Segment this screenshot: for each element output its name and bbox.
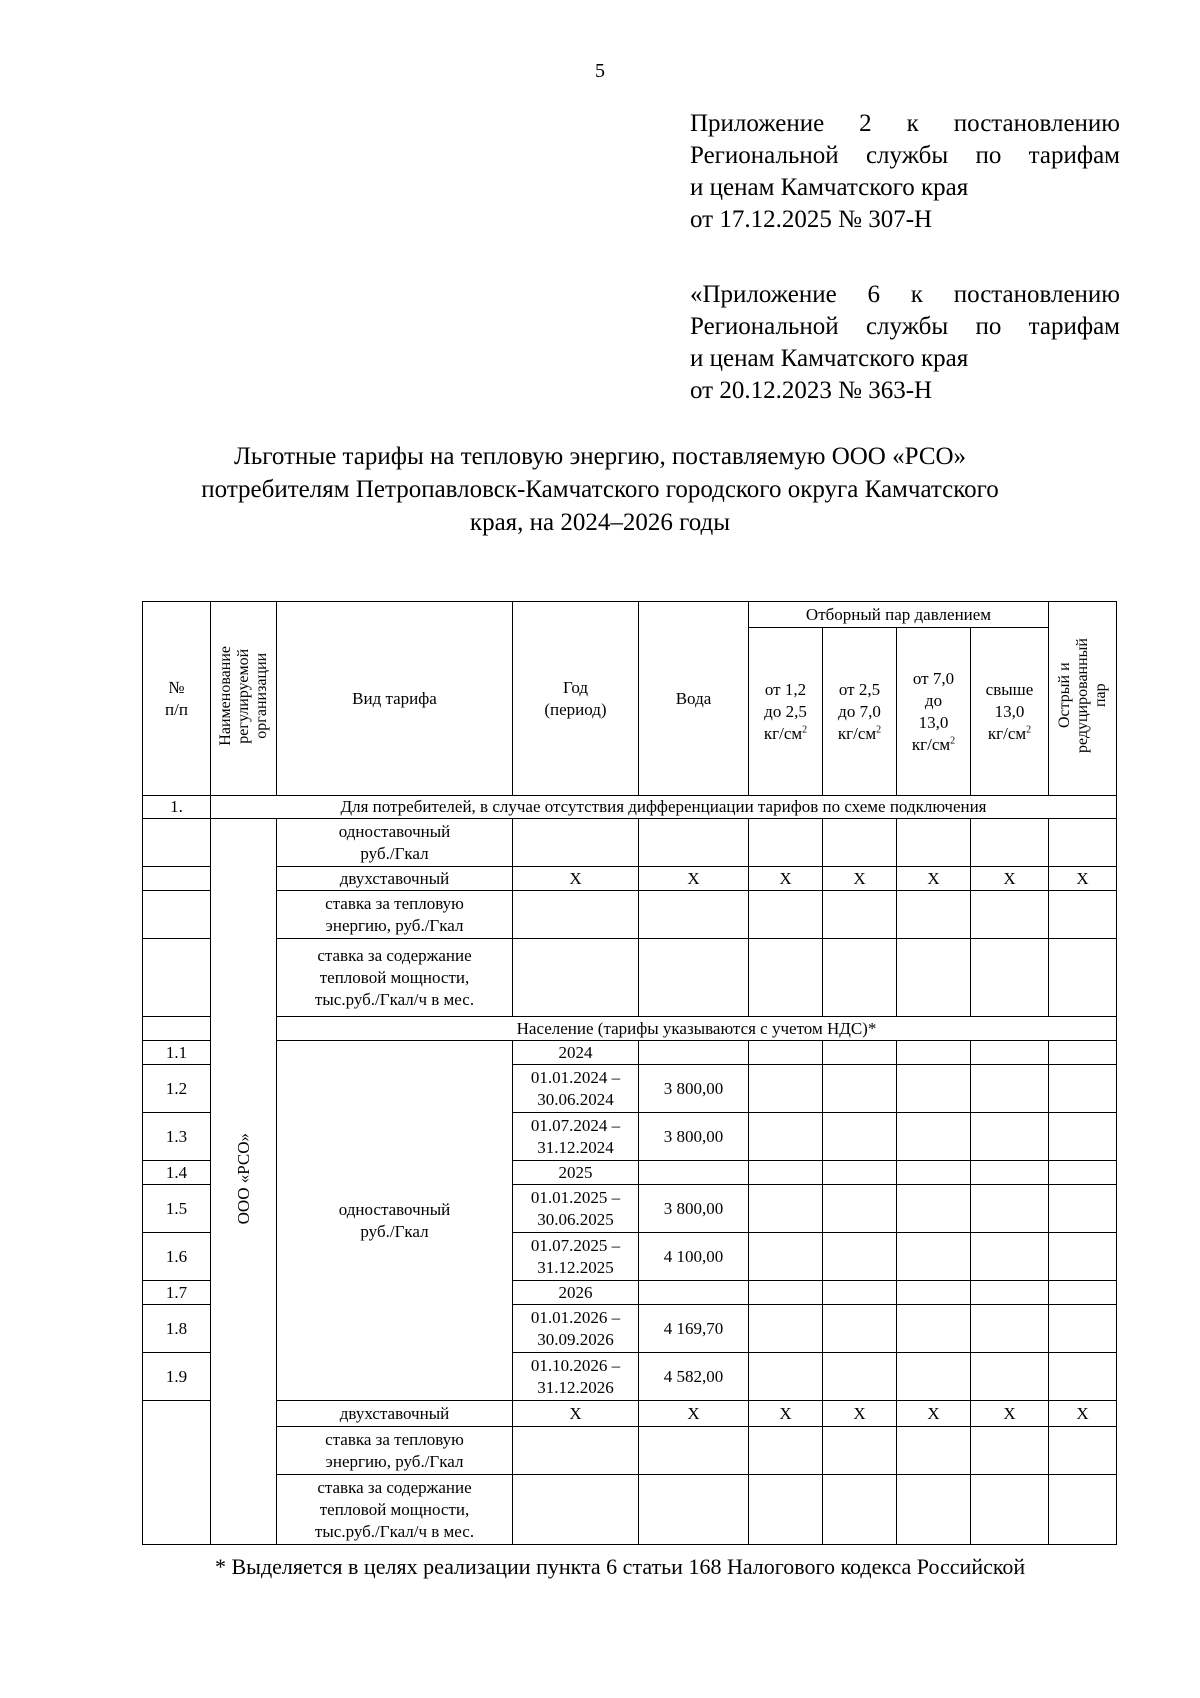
table-cell — [823, 1161, 897, 1185]
population-label: Население (тарифы указываются с учетом НДС)* — [277, 1017, 1117, 1041]
table-cell: 2024 — [513, 1041, 639, 1065]
table-cell — [1049, 1041, 1117, 1065]
table-cell — [971, 1281, 1049, 1305]
table-cell: Х — [971, 1401, 1049, 1427]
header-pressure-1: от 1,2 до 2,5 $кг/см^2$ — [749, 628, 823, 796]
table-cell: 1.3 — [143, 1113, 211, 1161]
table-cell: 1.5 — [143, 1185, 211, 1233]
table-cell — [823, 1185, 897, 1233]
table-cell — [971, 1305, 1049, 1353]
table-cell: одноставочный руб./Гкал — [277, 819, 513, 867]
population-row — [143, 1017, 1117, 1041]
table-cell — [823, 1427, 897, 1475]
table-cell — [1049, 1185, 1117, 1233]
table-row — [143, 1427, 1117, 1475]
header-pressure-3: от 7,0 до 13,0 $кг/см^2$ — [897, 628, 971, 796]
table-cell — [971, 1041, 1049, 1065]
table-row — [143, 939, 1117, 1017]
table-cell: 3 800,00 — [639, 1065, 749, 1113]
table-cell — [749, 1161, 823, 1185]
table-cell — [897, 1185, 971, 1233]
table-cell — [897, 1353, 971, 1401]
appendix-block-1 — [690, 108, 1120, 236]
table-cell — [639, 819, 749, 867]
table-cell: Х — [639, 1401, 749, 1427]
table-cell — [897, 1041, 971, 1065]
table-row — [143, 1041, 1117, 1065]
table-cell: Х — [823, 867, 897, 891]
table-cell: одноставочный руб./Гкал — [277, 1041, 513, 1401]
table-cell — [513, 819, 639, 867]
header-num: № п/п — [143, 602, 211, 796]
table-cell — [1049, 1113, 1117, 1161]
table-cell — [1049, 1281, 1117, 1305]
table-cell — [749, 1185, 823, 1233]
table-cell — [749, 1233, 823, 1281]
document-title — [120, 440, 1080, 539]
table-cell: 1.1 — [143, 1041, 211, 1065]
table-cell: ставка за тепловую энергию, руб./Гкал — [277, 891, 513, 939]
table-cell — [749, 1353, 823, 1401]
table-cell — [971, 1065, 1049, 1113]
table-cell: Х — [639, 867, 749, 891]
table-cell — [971, 819, 1049, 867]
header-tariff-type: Вид тарифа — [277, 602, 513, 796]
table-cell: Х — [513, 1401, 639, 1427]
table-row — [143, 867, 1117, 891]
section-1-row — [143, 796, 1117, 819]
table-cell — [1049, 939, 1117, 1017]
header-water: Вода — [639, 602, 749, 796]
appendix-1-line-1: Приложение 2 к постановлению — [690, 110, 1120, 137]
table-cell: 1.6 — [143, 1233, 211, 1281]
table-cell: 2026 — [513, 1281, 639, 1305]
table-cell — [823, 939, 897, 1017]
table-cell — [971, 939, 1049, 1017]
table-cell — [1049, 1065, 1117, 1113]
table-row — [143, 1401, 1117, 1427]
appendix-1-line-2: Региональной службы по тарифам — [690, 142, 1120, 169]
table-cell — [749, 1281, 823, 1305]
org-name: ООО «РСО» — [233, 1132, 253, 1225]
table-cell: 2025 — [513, 1161, 639, 1185]
appendix-2-line-2: Региональной службы по тарифам — [690, 313, 1120, 340]
table-cell — [749, 891, 823, 939]
table-cell — [897, 819, 971, 867]
table-cell — [749, 1065, 823, 1113]
table-cell — [823, 1233, 897, 1281]
table-cell — [1049, 891, 1117, 939]
table-cell: Х — [1049, 867, 1117, 891]
title-line-3: края, на 2024–2026 годы — [469, 509, 731, 536]
table-cell — [143, 1017, 211, 1041]
table-cell — [639, 1041, 749, 1065]
footnote: * Выделяется в целях реализации пункта 6 статьи 168 Налогового кодекса Российской — [215, 1554, 1026, 1579]
table-cell: Х — [1049, 1401, 1117, 1427]
table-cell — [143, 867, 211, 891]
header-steam-group: Отборный пар давлением — [749, 602, 1049, 628]
table-cell — [971, 1427, 1049, 1475]
table-cell: 1.4 — [143, 1161, 211, 1185]
table-cell — [639, 939, 749, 1017]
table-cell — [897, 1475, 971, 1545]
table-cell — [143, 1401, 211, 1545]
table-cell — [971, 1233, 1049, 1281]
table-cell — [513, 891, 639, 939]
table-cell — [1049, 1161, 1117, 1185]
table-cell — [897, 891, 971, 939]
table-cell — [971, 891, 1049, 939]
table-cell — [823, 1113, 897, 1161]
appendix-1-line-4: от 17.12.2025 № 307-Н — [690, 206, 933, 233]
section-1-num: 1. — [143, 796, 211, 819]
table-cell: Х — [897, 1401, 971, 1427]
table-cell — [897, 1113, 971, 1161]
table-cell — [897, 1427, 971, 1475]
table-cell — [749, 1305, 823, 1353]
table-cell: 1.9 — [143, 1353, 211, 1401]
table-cell — [897, 1281, 971, 1305]
table-cell: ставка за тепловую энергию, руб./Гкал — [277, 1427, 513, 1475]
table-cell — [749, 1475, 823, 1545]
table-cell — [749, 1041, 823, 1065]
table-cell — [897, 1161, 971, 1185]
table-cell: 4 169,70 — [639, 1305, 749, 1353]
table-row — [143, 891, 1117, 939]
table-cell: 01.10.2026 – 31.12.2026 — [513, 1353, 639, 1401]
table-cell — [823, 1305, 897, 1353]
table-cell: 01.07.2025 – 31.12.2025 — [513, 1233, 639, 1281]
table-cell: 3 800,00 — [639, 1185, 749, 1233]
table-cell — [513, 1427, 639, 1475]
table-cell: Х — [897, 867, 971, 891]
table-cell — [749, 819, 823, 867]
table-cell — [749, 1427, 823, 1475]
table-cell: 01.01.2025 – 30.06.2025 — [513, 1185, 639, 1233]
page-number: 5 — [595, 60, 605, 82]
table-cell — [1049, 1353, 1117, 1401]
table-cell — [639, 1281, 749, 1305]
table-row — [143, 1475, 1117, 1545]
appendix-2-line-4: от 20.12.2023 № 363-Н — [690, 377, 933, 404]
table-cell — [971, 1185, 1049, 1233]
table-cell: Х — [513, 867, 639, 891]
table-cell — [971, 1475, 1049, 1545]
header-sharp-steam: Острый и редуцированный пар — [1049, 602, 1117, 796]
table-cell — [897, 1305, 971, 1353]
table-cell — [1049, 819, 1117, 867]
table-cell — [971, 1161, 1049, 1185]
table-cell — [823, 1041, 897, 1065]
appendix-block-2 — [690, 279, 1120, 407]
table-cell — [639, 891, 749, 939]
table-cell: 4 100,00 — [639, 1233, 749, 1281]
table-cell — [749, 1113, 823, 1161]
table-cell — [639, 1161, 749, 1185]
table-cell: 1.2 — [143, 1065, 211, 1113]
header-pressure-2: от 2,5 до 7,0 $кг/см^2$ — [823, 628, 897, 796]
table-cell: Х — [971, 867, 1049, 891]
tariff-table — [142, 601, 1117, 1545]
table-row — [143, 819, 1117, 867]
table-cell: ставка за содержание тепловой мощности, тыс.руб./Гкал/ч в мес. — [277, 1475, 513, 1545]
table-cell — [823, 1065, 897, 1113]
table-cell — [1049, 1305, 1117, 1353]
header-org: Наименование регулируемой организации — [211, 602, 277, 796]
table-cell: 3 800,00 — [639, 1113, 749, 1161]
title-line-1: Льготные тарифы на тепловую энергию, поставляемую ООО «РСО» — [233, 443, 967, 470]
table-cell: 1.8 — [143, 1305, 211, 1353]
table-cell — [143, 891, 211, 939]
table-cell: 01.01.2024 – 30.06.2024 — [513, 1065, 639, 1113]
org-name-cell — [211, 819, 277, 1545]
appendix-2-line-1: «Приложение 6 к постановлению — [690, 281, 1120, 308]
table-cell — [897, 1065, 971, 1113]
table-cell: ставка за содержание тепловой мощности, тыс.руб./Гкал/ч в мес. — [277, 939, 513, 1017]
table-cell — [897, 1233, 971, 1281]
table-cell — [823, 1475, 897, 1545]
table-cell — [1049, 1427, 1117, 1475]
header-pressure-4: свыше 13,0 $кг/см^2$ — [971, 628, 1049, 796]
table-cell: двухставочный — [277, 867, 513, 891]
table-cell — [1049, 1475, 1117, 1545]
table-cell — [749, 939, 823, 1017]
table-cell: 4 582,00 — [639, 1353, 749, 1401]
table-cell: Х — [749, 867, 823, 891]
table-cell — [971, 1113, 1049, 1161]
table-cell — [513, 1475, 639, 1545]
appendix-2-line-3: и ценам Камчатского края — [690, 345, 969, 372]
title-line-2: потребителям Петропавловск-Камчатского городского округа Камчатского — [201, 476, 999, 503]
table-cell — [823, 891, 897, 939]
table-cell — [823, 819, 897, 867]
table-cell — [143, 819, 211, 867]
table-cell: 01.07.2024 – 31.12.2024 — [513, 1113, 639, 1161]
table-cell: двухставочный — [277, 1401, 513, 1427]
table-cell — [823, 1281, 897, 1305]
table-cell: 1.7 — [143, 1281, 211, 1305]
table-cell — [513, 939, 639, 1017]
table-cell — [1049, 1233, 1117, 1281]
section-1-label: Для потребителей, в случае отсутствия дифференциации тарифов по схеме подключения — [211, 796, 1117, 819]
header-year: Год (период) — [513, 602, 639, 796]
table-cell — [143, 939, 211, 1017]
table-cell: Х — [823, 1401, 897, 1427]
table-cell — [971, 1353, 1049, 1401]
appendix-1-line-3: и ценам Камчатского края — [690, 174, 969, 201]
table-cell — [823, 1353, 897, 1401]
table-cell: Х — [749, 1401, 823, 1427]
table-cell: 01.01.2026 – 30.09.2026 — [513, 1305, 639, 1353]
header-row-1 — [143, 602, 1117, 628]
table-cell — [639, 1427, 749, 1475]
table-cell — [897, 939, 971, 1017]
table-cell — [639, 1475, 749, 1545]
